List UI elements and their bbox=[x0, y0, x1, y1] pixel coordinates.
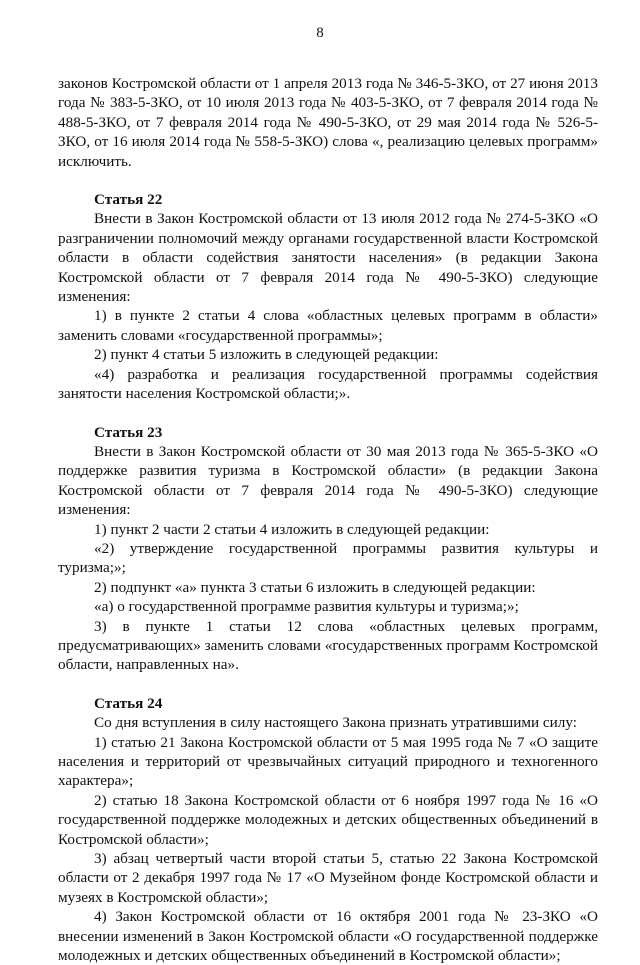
article-24-paragraph: 1) статью 21 Закона Костромской области от 5 мая 1995 года № 7 «О защите населения и территорий от чрезвычайных ситуаций природного и техногенного характера»; bbox=[58, 733, 598, 790]
article-22-paragraph: 1) в пункте 2 статьи 4 слова «областных целевых программ в области» заменить словами «государственной программы»; bbox=[58, 307, 598, 344]
article-22-heading: Статья 22 bbox=[94, 191, 163, 209]
article-23-paragraph: «а) о государственной программе развития культуры и туризма;»; bbox=[94, 598, 519, 616]
article-22-paragraph: «4) разработка и реализация государственной программы содействия занятости населения Костромской области;». bbox=[58, 365, 598, 403]
article-24-paragraph: 2) статью 18 Закона Костромской области от 6 ноября 1997 года № 16 «О государственной поддержке молодежных и детских общественных объединений в Костромской области»; bbox=[58, 791, 598, 848]
article-23-paragraph: 3) в пункте 1 статьи 12 слова «областных целевых программ, предусматривающих» заменить словами «государственных программ Костромской области, направленных на». bbox=[58, 617, 598, 674]
article-22-paragraph: 2) пункт 4 статьи 5 изложить в следующей редакции: bbox=[94, 346, 439, 364]
article-23-heading: Статья 23 bbox=[94, 423, 163, 441]
article-23-paragraph: «2) утверждение государственной программы развития культуры и туризма;»; bbox=[58, 539, 598, 577]
document-body bbox=[58, 74, 598, 965]
article-23-paragraph: Внести в Закон Костромской области от 30 мая 2013 года № 365-5-ЗКО «О поддержке развития туризма в Костромской области» (в редакции Закона Костромской области от 7 февраля 2014 года № 490-5-ЗКО) следующие изменения: bbox=[58, 442, 598, 519]
article-23-paragraph: 2) подпункт «а» пункта 3 статьи 6 изложить в следующей редакции: bbox=[94, 578, 536, 596]
article-24-paragraph: Со дня вступления в силу настоящего Закона признать утратившими силу: bbox=[94, 714, 577, 732]
article-22 bbox=[58, 190, 598, 403]
article-23-paragraph: 1) пункт 2 части 2 статьи 4 изложить в следующей редакции: bbox=[94, 520, 490, 538]
page-number: 8 bbox=[316, 25, 324, 41]
intro-paragraph: законов Костромской области от 1 апреля 2013 года № 346-5-ЗКО, от 27 июня 2013 года № 383-5-ЗКО, от 10 июля 2013 года № 403-5-ЗКО, от 7 февраля 2014 года № 488-5-ЗКО, от 7 февраля 2014 года № 490-5-ЗКО, от 29 мая 2014 года № 526-5-ЗКО, от 16 июля 2014 года № 558-5-ЗКО) слова «, реализацию целевых программ» исключить. bbox=[58, 75, 598, 170]
article-23 bbox=[58, 423, 598, 675]
article-24 bbox=[58, 694, 598, 965]
article-24-paragraph: 3) абзац четвертый части второй статьи 5, статью 22 Закона Костромской области от 2 декабря 1997 года № 17 «О Музейном фонде Костромской области и музеях в Костромской области»; bbox=[58, 850, 598, 906]
article-22-paragraph: Внести в Закон Костромской области от 13 июля 2012 года № 274-5-ЗКО «О разграничении полномочий между органами государственной власти Костромской области в области содействия занятости населения» (в редакции Закона Костромской области от 7 февраля 2014 года № 490-5-ЗКО) следующие изменения: bbox=[58, 210, 598, 306]
article-24-heading: Статья 24 bbox=[94, 694, 163, 712]
article-24-paragraph: 4) Закон Костромской области от 16 октября 2001 года № 23-ЗКО «О внесении изменений в Закон Костромской области «О государственной поддержке молодежных и детских общественных объединений в Костромской области»; bbox=[58, 908, 598, 965]
